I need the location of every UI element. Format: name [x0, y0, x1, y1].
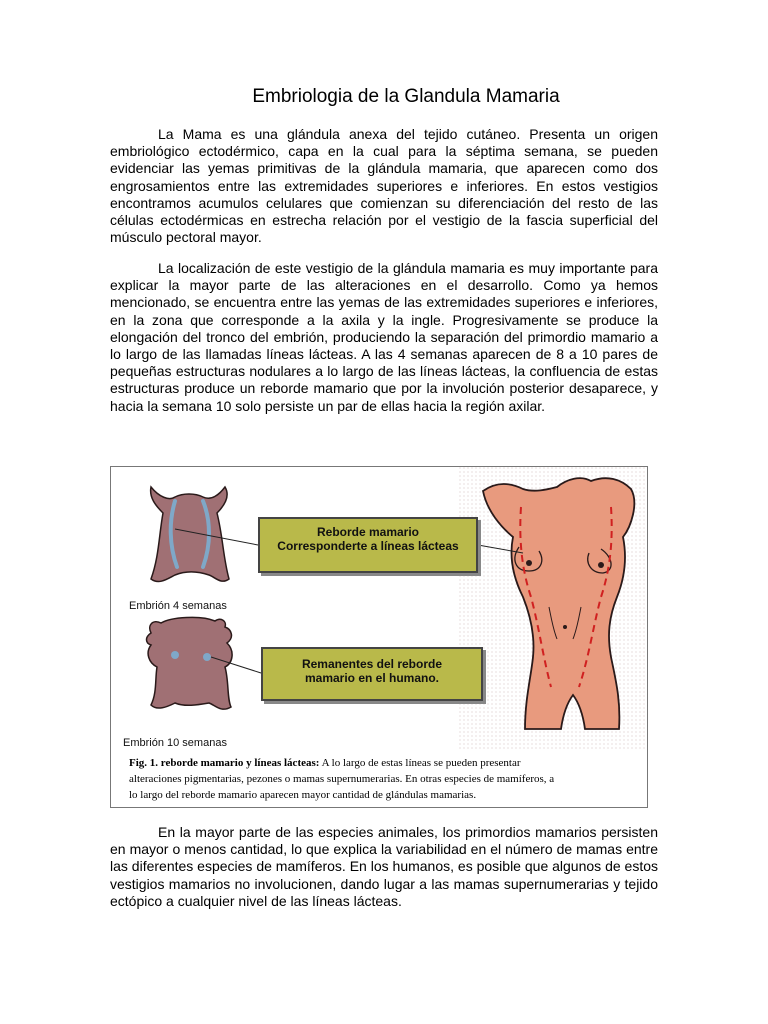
paragraph-localization: La localización de este vestigio de la glándula mamaria es muy importante para explicar la mayor parte de las alteraciones en el desarrollo. Como ya hemos mencionado, se encuentra entre las yemas de las extremidades superiores e inferiores, en la zona que corresponde a la axila y la ingle. Progresivamente se produce la elongación del tronco del embrión, produciendo la separación del primordio mamario a lo largo de las llamadas líneas lácteas. A las 4 semanas aparecen de 8 a 10 pares de pequeñas estructuras nodulares a lo largo de las líneas lácteas, la confluencia de estas estructuras produce un reborde mamario que por la involución posterior desaparece, y hacia la semana 10 solo persiste un par de ellas hacia la región axilar. — [110, 260, 658, 414]
figure-caption-line3: lo largo del reborde mamario aparecen mayor cantidad de glándulas mamarias. — [129, 789, 477, 801]
figure-caption-line1: A lo largo de estas líneas se pueden presentar — [319, 757, 521, 769]
label-box-remnants-line1: Remanentes del reborde — [301, 657, 443, 671]
label-box-mammary-ridge-line2: Corresponderte a líneas lácteas — [277, 539, 459, 553]
embryo-4-weeks-label: Embrión 4 semanas — [129, 600, 227, 612]
embryo-10-weeks-drawing — [147, 617, 233, 709]
figure-caption-title: Fig. 1. reborde mamario y líneas lácteas: — [129, 757, 320, 769]
embryo-4-weeks-drawing — [151, 487, 229, 582]
label-box-remnants-line2: mamario en el humano. — [304, 671, 440, 685]
figure-mammary-ridge — [110, 466, 648, 808]
paragraph-species: En la mayor parte de las especies animales, los primordios mamarios persisten en mayor o menos cantidad, lo que explica la variabilidad en el número de mamas entre las diferentes especies de mamíferos. En los humanos, es posible que algunos de estos vestigios mamarios no involucionen, dando lugar a las mamas supernumerarias y tejido ectópico a cualquier nivel de las líneas lácteas. — [110, 824, 658, 909]
label-box-mammary-ridge-line1: Reborde mamario — [316, 525, 420, 539]
figure-caption-line2: alteraciones pigmentarias, pezones o mamas supernumerarias. En otras especies de mamíferos, a — [129, 773, 555, 785]
label-box-mammary-ridge — [258, 517, 478, 573]
paragraph-intro: La Mama es una glándula anexa del tejido cutáneo. Presenta un origen embriológico ectodérmico, capa en la cual para la séptima semana, se pueden evidenciar las yemas primitivas de la glándula mamaria, que aparecen como dos engrosamientos entre las extremidades superiores e inferiores. En estos vestigios encontramos acumulos celulares que comienzan su diferenciación del resto de las células ectodérmicas en estrecha relación por el vestigio de la fascia superficial del músculo pectoral mayor. — [110, 126, 658, 246]
embryo-10-weeks-label: Embrión 10 semanas — [123, 737, 227, 749]
figure-caption — [129, 755, 641, 803]
label-box-remnants — [261, 647, 483, 701]
page-title: Embriologia de la Glandula Mamaria — [252, 86, 560, 107]
